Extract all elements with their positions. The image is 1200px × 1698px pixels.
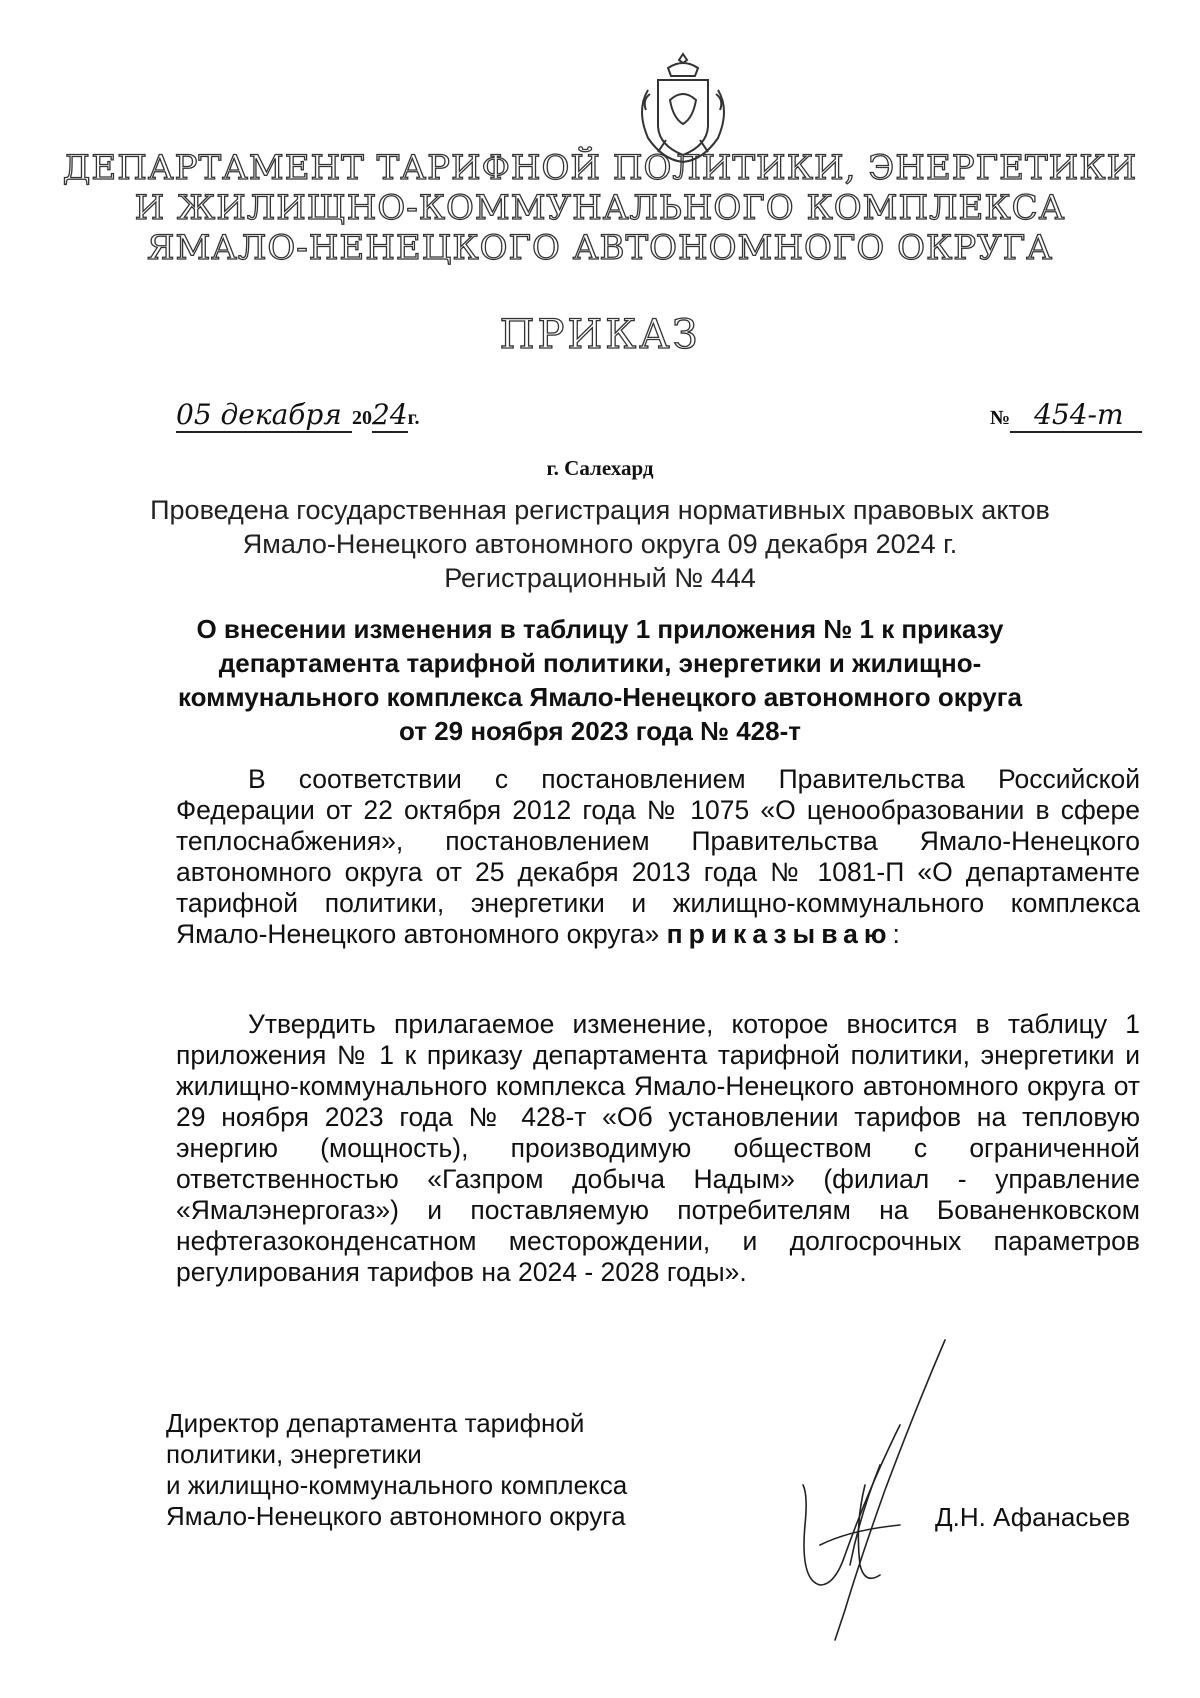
registration-line1: Проведена государственная регистрация нормативных правовых актов [150, 495, 1050, 525]
department-name-line3: ЯМАЛО-НЕНЕЦКОГО АВТОНОМНОГО ОКРУГА [147, 228, 1053, 268]
subject-line3: коммунального комплекса Ямало-Ненецкого автономного округа [177, 682, 1023, 712]
order-number-value: 454-т [1034, 398, 1124, 431]
signatory-line2: политики, энергетики [166, 1439, 422, 1469]
signatory-line1: Директор департамента тарифной [166, 1408, 585, 1438]
city-name: г. Салехард [546, 456, 654, 480]
order-date [176, 398, 419, 433]
signatory-line3: и жилищно-коммунального комплекса [166, 1470, 628, 1500]
subject-line2: департамента тарифной политики, энергетики и жилищно- [218, 648, 982, 678]
subject-line4: от 29 ноября 2023 года № 428-т [399, 716, 801, 746]
preamble-paragraph [176, 764, 1140, 950]
registration-line2: Ямало-Ненецкого автономного округа 09 декабря 2024 г. [242, 529, 958, 559]
department-name-line1: ДЕПАРТАМЕНТ ТАРИФНОЙ ПОЛИТИКИ, ЭНЕРГЕТИКИ [62, 148, 1138, 188]
document-type-title: ПРИКАЗ [499, 312, 701, 358]
order-word: приказываю [666, 919, 893, 949]
order-number-label: № [990, 407, 1011, 429]
subject-line1: О внесении изменения в таблицу 1 приложения № 1 к приказу [196, 614, 1004, 644]
order-subject [0, 612, 1200, 748]
preamble-text: В соответствии с постановлением Правительства Российской Федерации от 22 октября 2012 года № 1075 «О ценообразовании в сфере теплоснабжения», постановлением Правительства Ямало-Ненецкого автономного округа от 25 декабря 2013 года № 1081-П «О департаменте тарифной политики, энергетики и жилищно-коммунального комплекса Ямало-Ненецкого автономного округа» [176, 764, 1140, 949]
order-date-year-prefix: 20 [352, 407, 372, 429]
decision-text: Утвердить прилагаемое изменение, которое вносится в таблицу 1 приложения № 1 к приказу департамента тарифной политики, энергетики и жилищно-коммунального комплекса Ямало-Ненецкого автономного округа от 29 ноября 2023 года № 428-т «Об установлении тарифов на тепловую энергию (мощность), производимую обществом с ограниченной ответственностью «Газпром добыча Надым» (филиал - управление «Ямалэнергогаз») и поставляемую потребителям на Бованенковском нефтегазоконденсатном месторождении, и долгосрочных параметров регулирования тарифов на 2024 - 2028 годы». [176, 1009, 1140, 1287]
order-number [990, 398, 1142, 433]
registration-stamp [0, 493, 1200, 595]
order-colon: : [892, 919, 900, 949]
order-date-year-g: г. [407, 407, 420, 429]
signatory-name: Д.Н. Афанасьев [935, 1502, 1131, 1532]
signatory-position [166, 1408, 627, 1532]
decision-paragraph [176, 1009, 1140, 1288]
signatory-line4: Ямало-Ненецкого автономного округа [166, 1501, 626, 1531]
order-date-year-suffix: 24 [372, 398, 408, 431]
order-date-day-month: 05 декабря [176, 398, 342, 431]
department-name-line2: И ЖИЛИЩНО-КОММУНАЛЬНОГО КОМПЛЕКСА [134, 188, 1066, 228]
registration-line3: Регистрационный № 444 [444, 563, 756, 593]
handwritten-signature-icon [780, 1335, 960, 1645]
